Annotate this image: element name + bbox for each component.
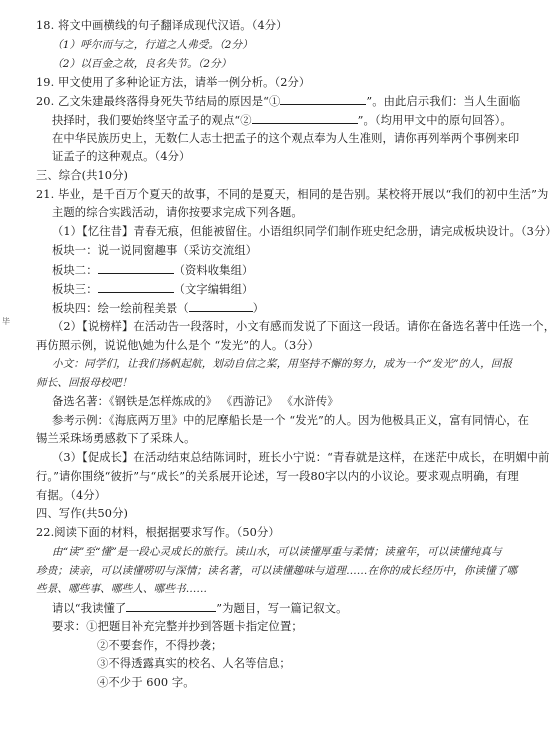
q20-line-4: 证孟子的这种观点。（4分） xyxy=(52,150,191,163)
q20-line-1-a: 20. 乙文朱建最终落得身死失节结局的原因是“① xyxy=(36,95,281,108)
q18-sentence-1: （1）呼尔而与之，行道之人弗受。（2分） xyxy=(52,39,253,51)
q20-line-1 xyxy=(36,93,520,110)
q20-line-2 xyxy=(52,112,512,129)
q18-sentence-2: （2）以百金之故，良名失节。（2分） xyxy=(52,58,232,70)
board-3-blank[interactable] xyxy=(98,281,174,293)
q20-blank-2[interactable] xyxy=(252,112,358,124)
q21-part-3-line-3: 有据。（4分） xyxy=(36,489,107,502)
example-line-2: 锡兰采珠场勇感救下了采珠人。 xyxy=(36,432,196,445)
q20-line-2-b: ”。（均用甲文中的原句回答）。 xyxy=(357,114,512,127)
board-4-blank[interactable] xyxy=(189,300,253,312)
q20-line-1-b: ”。由此启示我们：当人生面临 xyxy=(366,95,521,108)
example-line-1: 参考示例：《海底两万里》中的尼摩船长是一个 “发光”的人。因为他极具正义，富有同情心，在 xyxy=(52,414,530,427)
essay-title-blank[interactable] xyxy=(126,600,216,612)
board-3-group: （文字编辑组） xyxy=(173,283,254,296)
q21-line-2: 主题的综合实践活动，请你按要求完成下列各题。 xyxy=(52,206,303,219)
requirement-2: ②不要套作，不得抄袭； xyxy=(97,639,223,652)
q21-part-1: （1）【忆往昔】青春无痕，但能被留住。小语组织同学们制作班史纪念册，请完成板块设计。（3分） xyxy=(52,225,557,238)
q20-line-3: 在中华民族历史上，无数仁人志士把孟子的这个观点奉为人生准则，请你再列举两个事例来印 xyxy=(52,132,520,145)
essay-title-instruction xyxy=(52,600,348,617)
q21-line-1: 21. 毕业，是千百万个夏天的故事，不同的是夏天，相同的是告别。某校将开展以“我们的初中生活”为 xyxy=(36,188,549,201)
material-line-1: 由“读”至“懂”是一段心灵成长的旅行。读山水，可以读懂厚重与柔情；读童年，可以读懂纯真与 xyxy=(52,546,502,558)
board-3-label: 板块三： xyxy=(52,283,98,296)
xiaowen-speech-2: 师长、回报母校吧！ xyxy=(36,377,133,389)
board-2 xyxy=(52,262,253,279)
section-4-heading: 四、写作(共50分) xyxy=(36,507,128,520)
q21-part-3-line-2: 行。”请你围绕“彼折”与“成长”的关系展开论述，写一段80字以内的小议论。要求观点明确，有理 xyxy=(36,470,519,483)
q20-blank-1[interactable] xyxy=(280,93,366,105)
xiaowen-speech-1: 小文：同学们，让我们扬帆起航，划动自信之桨，用坚持不懈的努力，成为一个“发光”的人，回报 xyxy=(52,358,513,370)
essay-title-suffix: ”为题目，写一篇记叙文。 xyxy=(216,602,348,615)
board-4-close: ） xyxy=(252,302,265,315)
board-2-blank[interactable] xyxy=(98,262,174,274)
q18-title: 18. 将文中画横线的句子翻译成现代汉语。（4分） xyxy=(36,19,288,32)
q21-part-2-line-1: （2）【说榜样】在活动告一段落时，小文有感而发说了下面这一段话。请你在备选名著中任选一个， xyxy=(52,320,556,333)
material-line-2: 珍贵；读亲，可以读懂唠叨与深情；读名著，可以读懂趣味与道理……在你的成长经历中，你读懂了哪 xyxy=(36,565,518,577)
requirement-1: 要求：①把题目补充完整并抄到答题卡指定位置； xyxy=(52,620,303,633)
material-line-3: 些景、哪些事、哪些人、哪些书…… xyxy=(36,583,208,595)
margin-mark: 毕 xyxy=(2,317,10,326)
q22-title: 22.阅读下面的材料，根据据要求写作。（50分） xyxy=(36,526,280,539)
q19-title: 19. 甲文使用了多种论证方法，请举一例分析。（2分） xyxy=(36,76,311,89)
q20-line-2-a: 抉择时，我们要始终坚守孟子的观点“② xyxy=(52,114,252,127)
q21-part-3-line-1: （3）【促成长】在活动结束总结陈词时，班长小宁说：“青春就是这样，在迷茫中成长，在明媚中前 xyxy=(52,451,550,464)
requirement-4: ④不少于 600 字。 xyxy=(97,676,195,689)
candidate-books: 备选名著：《钢铁是怎样炼成的》 《西游记》 《水浒传》 xyxy=(52,395,339,408)
board-4 xyxy=(52,300,264,317)
board-2-label: 板块二： xyxy=(52,264,98,277)
board-4-label: 板块四：绘一绘前程美景（ xyxy=(52,302,189,315)
essay-title-prefix: 请以“我读懂了 xyxy=(52,602,127,615)
requirement-3: ③不得透露真实的校名、人名等信息； xyxy=(97,657,291,670)
board-2-group: （资料收集组） xyxy=(173,264,254,277)
q21-part-2-line-2: 再仿照示例，说说他\她为什么是个 “发光”的人。（3分） xyxy=(36,339,320,352)
board-1: 板块一：说一说同窗趣事（采访交流组） xyxy=(52,244,258,257)
section-3-heading: 三、综合(共10分) xyxy=(36,169,128,182)
board-3 xyxy=(52,281,253,298)
